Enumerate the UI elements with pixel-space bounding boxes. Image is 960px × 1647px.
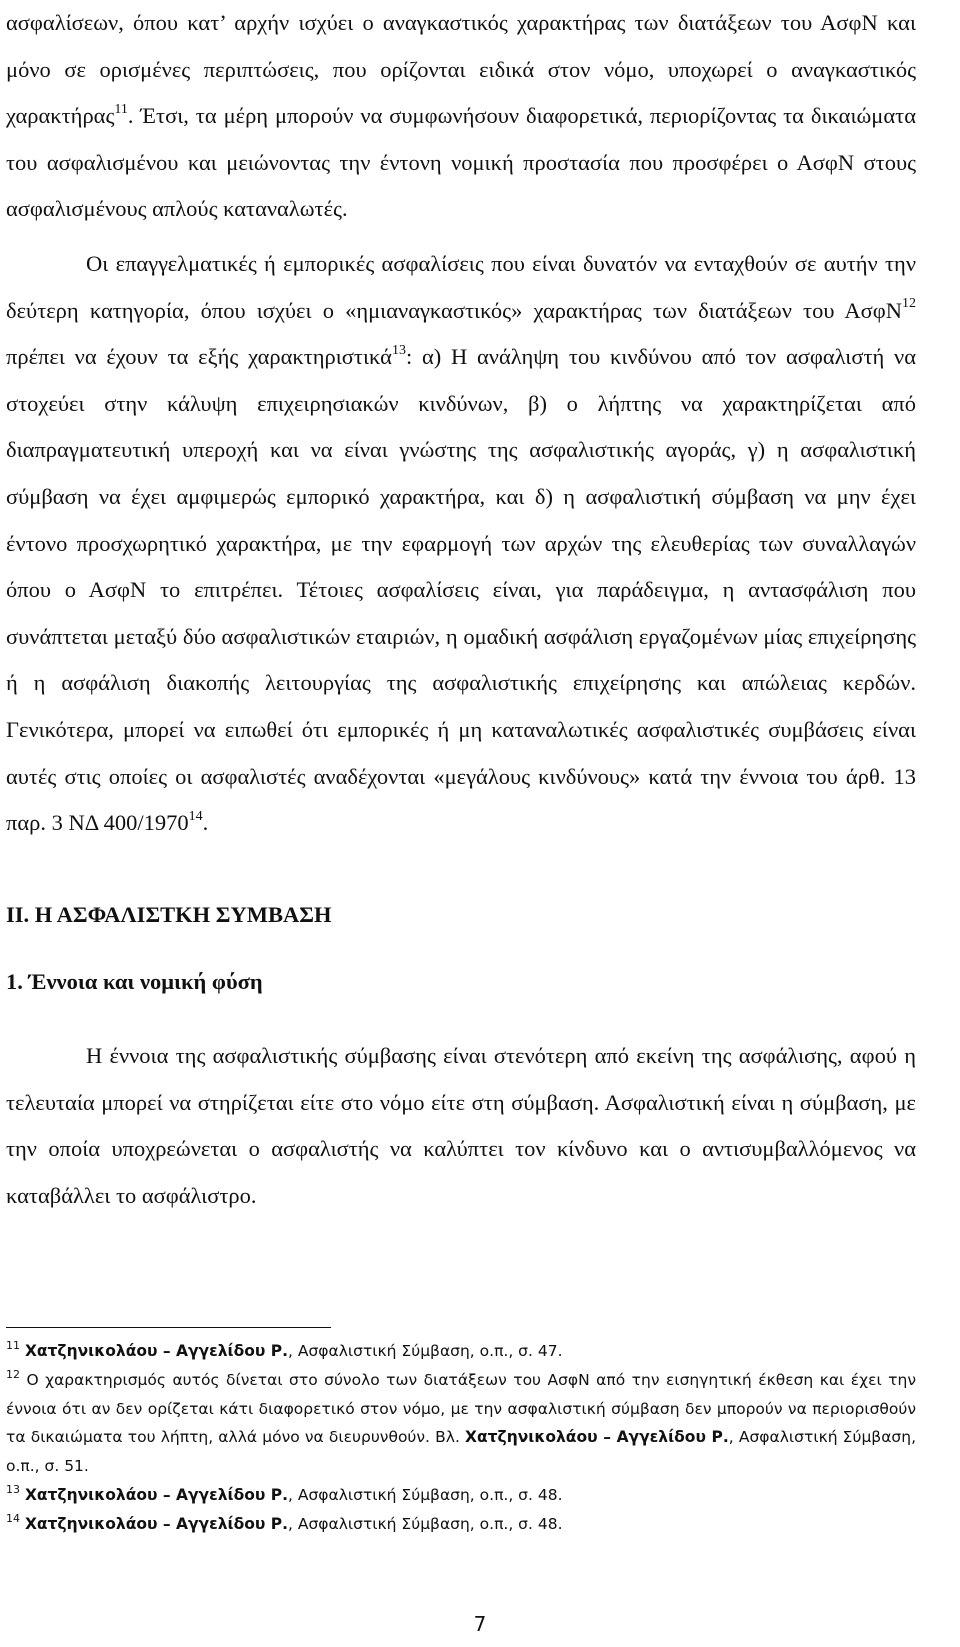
paragraph-text: . Έτσι, τα μέρη μπορούν να συμφωνήσουν διαφορετικά, περιορίζοντας τα δικαιώματα του ασφαλισμένου και μειώνοντας την έντονη νομική προστασία που προσφέρει ο ΑσφΝ στους ασφαλισμένους απλούς καταναλωτές. [6, 103, 916, 222]
section-heading: ΙΙ. Η ΑΣΦΑΛΙΣΤΚΗ ΣΥΜΒΑΣΗ [6, 902, 332, 927]
footnote-author: Χατζηνικολάου – Αγγελίδου Ρ. [465, 1428, 729, 1447]
footnote-ref-13[interactable]: 13 [391, 342, 406, 358]
footnote-author: Χατζηνικολάου – Αγγελίδου Ρ. [24, 1342, 288, 1360]
page-number: 7 [473, 1612, 487, 1636]
footnote-13: $^{13}$ Χατζηνικολάου – Αγγελίδου Ρ., Ασφαλιστική Σύμβαση, ο.π., σ. 48. [6, 1482, 563, 1504]
footnote-ref-14[interactable]: 14 [188, 808, 203, 824]
paragraph-continued [6, 0, 916, 233]
footnote-separator [6, 1327, 331, 1328]
paragraph-text: πρέπει να έχουν τα εξής χαρακτηριστικά [6, 344, 392, 370]
paragraph-definition: Η έννοια της ασφαλιστικής σύμβασης είναι στενότερη από εκείνη της ασφάλισης, αφού η τελευταία μπορεί να στηρίζεται είτε στο νόμο είτε στη σύμβαση. Ασφαλιστική είναι η σύμβαση, με την οποία υποχρεώνεται ο ασφαλιστής να καλύπτει τον κίνδυνο και ο αντισυμβαλλόμενος να καταβάλλει το ασφάλιστρο. [6, 1043, 916, 1208]
paragraph-business-insurance [6, 241, 916, 847]
footnote-ref-12[interactable]: 12 [902, 296, 916, 312]
footnote-14: $^{14}$ Χατζηνικολάου – Αγγελίδου Ρ., Ασφαλιστική Σύμβαση, ο.π., σ. 48. [6, 1511, 563, 1533]
paragraph-text: ασφαλίσεων, όπου κατ’ αρχήν ισχύει ο αναγκαστικός χαρακτήρας των διατάξεων του ΑσφΝ και μόνο σε ορισμένες περιπτώσεις, που ορίζονται ειδικά στον νόμο, υποχωρεί ο αναγκαστικός χαρακτήρας [6, 10, 916, 129]
footnote-author: Χατζηνικολάου – Αγγελίδου Ρ. [24, 1514, 288, 1533]
footnote-11: $^{11}$ Χατζηνικολάου – Αγγελίδου Ρ., Ασφαλιστική Σύμβαση, ο.π., σ. 47. [6, 1338, 563, 1360]
footnote-ref-11[interactable]: 11 [114, 101, 128, 117]
footnotes [6, 1337, 916, 1539]
footnote-12: $^{12}$ Ο χαρακτηρισμός αυτός δίνεται στο σύνολο των διατάξεων του ΑσφΝ από την εισηγητική έκθεση και έχει την έννοια ότι αν δεν ορίζεται κάτι διαφορετικό στον νόμο, με την ασφαλιστική σύμβαση δεν μπορούν να περιορισθούν τα δικαιώματα του λήπτη, αλλά μόνο να διευρυνθούν. Βλ. Χατζηνικολάου – Αγγελίδου Ρ., Ασφαλιστική Σύμβαση, ο.π., σ. 51. [6, 1367, 916, 1476]
footnote-author: Χατζηνικολάου – Αγγελίδου Ρ. [24, 1485, 288, 1504]
paragraph-text: Οι επαγγελματικές ή εμπορικές ασφαλίσεις που είναι δυνατόν να ενταχθούν σε αυτήν την δεύτερη κατηγορία, όπου ισχύει ο «ημιαναγκαστικός» χαρακτήρας των διατάξεων του ΑσφΝ [6, 251, 916, 323]
subsection-heading: 1. Έννοια και νομική φύση [6, 969, 263, 994]
paragraph-text: . [202, 810, 209, 836]
paragraph-text: : α) Η ανάληψη του κινδύνου από τον ασφαλιστή να στοχεύει στην κάλυψη επιχειρησιακών κινδύνων, β) ο λήπτης να χαρακτηρίζεται από διαπραγματευτική υπεροχή και να είναι γνώστης της ασφαλιστικής αγοράς, γ) η ασφαλιστική σύμβαση να έχει αμφιμερώς εμπορικό χαρακτήρα, και δ) η ασφαλιστική σύμβαση να μην έχει έντονο προσχωρητικό χαρακτήρα, με την εφαρμογή των αρχών της ελευθερίας των συναλλαγών όπου ο ΑσφΝ το επιτρέπει. Τέτοιες ασφαλίσεις είναι, για παράδειγμα, η αντασφάλιση που συνάπτεται μεταξύ δύο ασφαλιστικών εταιριών, η ομαδική ασφάλιση εργαζομένων μίας επιχείρησης ή η ασφάλιση διακοπής λειτουργίας της ασφαλιστικής επιχείρησης και απώλειας κερδών. Γενικότερα, μπορεί να ειπωθεί ότι εμπορικές ή μη καταναλωτικές ασφαλιστικές συμβάσεις είναι αυτές στις οποίες οι ασφαλιστές αναδέχονται «μεγάλους κινδύνους» κατά την έννοια του άρθ. 13 παρ. 3 ΝΔ 400/1970 [6, 344, 916, 836]
